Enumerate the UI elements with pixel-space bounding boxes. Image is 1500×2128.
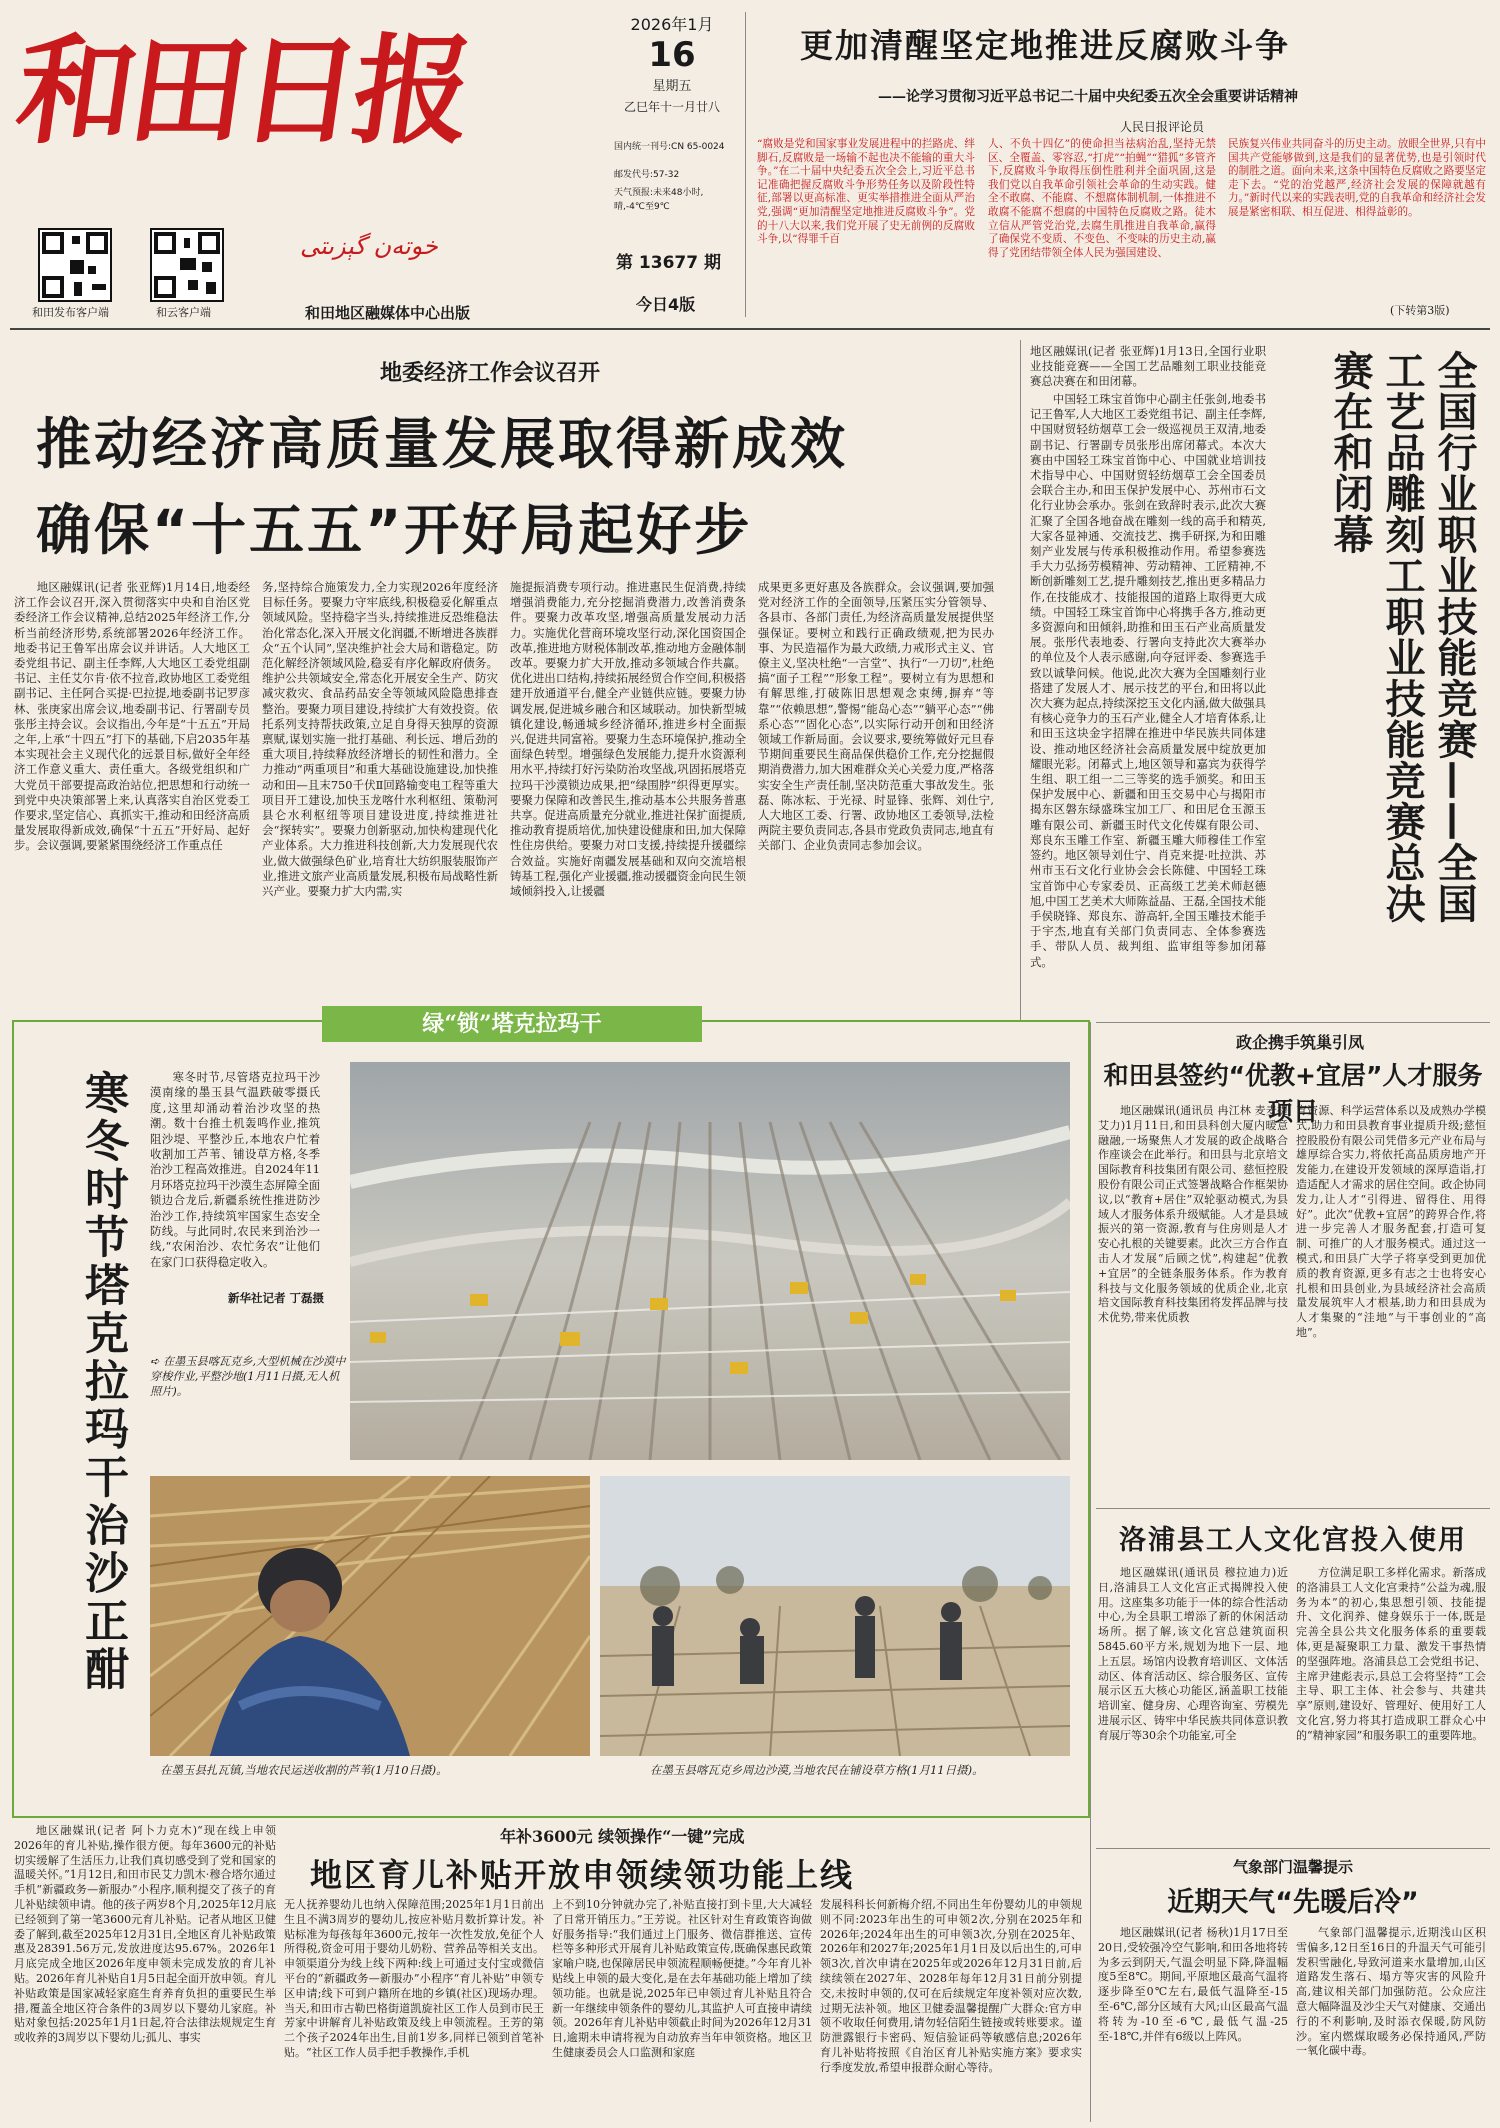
childcare-kicker: 年补3600元 续领操作“一键”完成 (500, 1827, 745, 1846)
issue-lunar: 乙巳年十一月廿八 (623, 100, 720, 114)
qr-code-left (38, 228, 112, 302)
cppcc-col1: 地区融媒讯(通讯员 冉江林 麦麦提艾力)1月11日,和田县科创大厦内暖意融融,一场聚焦人才发展的政企战略合作座谈会在此举行。和田县与北京培文国际教育科技集团有限公司、慈恒控股股份有限公司正式签署战略合作框架协议,以“教育+居住”双轮驱动模式,为县域人才服务体系升级赋能。人才是县域振兴的第一资源,教育与住房则是人才安心扎根的关键要素。此次三方合作直击人才发展“后顾之忧”,构建起“优教+宜居”的全链条服务体系。作为教育科技与文化服务领域的优质企业,北京培文国际教育科技集团将发挥品牌与技术优势,带来优质教 (1098, 1104, 1288, 1325)
photo-grass-squares (600, 1476, 1070, 1756)
publisher-line: 和田地区融媒体中心出版 (305, 304, 471, 322)
photo-reeds-worker (150, 1476, 590, 1756)
right-story-headline: 全国行业职业技能竞赛——全国工艺品雕刻工职业技能竞赛总决赛在和闭幕 (1327, 350, 1477, 924)
top-article-col3: 民族复兴伟业共同奋斗的历史主动。放眼全世界,只有中国共产党能够做到,这是我们的显著优势,也是引领时代的制胜之道。面向未来,这条中国特色反腐败之路要坚定走下去。“党的治党越严,经济社会发展的保障就越有力。”新时代以来的实践表明,党的自我革命和经济社会发展是紧密相联、相互促进、相得益彰的。 (1228, 138, 1486, 218)
issue-day: 16 (648, 35, 696, 75)
top-article-col2: 人、不负十四亿”的使命担当祛病治乱,坚持无禁区、全覆盖、零容忍,“打虎”“拍蝇”“猎狐”多管齐下,反腐败斗争取得压倒性胜利并全面巩固,这是我们党以自我革命引领社会革命的生动实践。健全不敢腐、不能腐、不想腐体制机制,一体推进不敢腐不能腐不想腐的中国特色反腐败之路。徒木立信从严管党治党,去腐生肌推进自我革命,赢得了确保党不变质、不变色、不变味的历史主动,赢得了党团结带领全体人民为强国建设、 (988, 138, 1216, 259)
cppcc-kicker: 政企携手筑巢引凤 (1235, 1033, 1364, 1052)
luopu-col1: 地区融媒讯(通讯员 穆拉迪力)近日,洛浦县工人文化宫正式揭牌投入使用。这座集多功能于一体的综合性活动中心,为全县职工增添了新的休闲活动场所。据了解,该文化宫总建筑面积5845.60平方米,规划为地下一层、地上五层。场馆内设教育培训区、文体活动区、体育活动区、综合服务区、宣传展示区五大核心功能区,涵盖职工技能培训室、健身房、心理咨询室、劳模先进展示区、铸牢中华民族共同体意识教育展厅等30余个功能室,可全 (1098, 1566, 1288, 1742)
lead-col2: 务,坚持综合施策发力,全力实现2026年度经济目标任务。要聚力守牢底线,积极稳妥化解重点领域风险。坚持稳字当头,持续推进反恐维稳法治化常态化,深入开展文化润疆,不断增进各族群众“五个认同”,坚决维护社会大局和谐稳定。防范化解经济领域风险,稳妥有序化解政府债务。维护公共领域安全,常态化开展安全生产、防灾减灾救灾、食品药品安全等领域风险隐患排查整治。要聚力项目建设,持续扩大有效投资。依托系列支持帮扶政策,立足自身得天独厚的资源禀赋,谋划实施一批打基础、利长远、增后劲的重大项目,持续释放经济增长的韧性和潜力。全力推动“两重项目”和重大基础设施建设,加快推动和田—且末750千伏Ⅱ回路输变电工程等重大项目开工建设,加快玉龙喀什水利枢纽、策勒河县仑水利枢纽等项目建设进度,持续推进社会“探转实”。要聚力创新驱动,加快构建现代化产业体系。大力推进科技创新,大力发展现代农业,做大做强绿色矿业,培育壮大纺织服装服饰产业,推进文旅产业高质量发展,积极布局战略性新兴产业。要聚力扩大内需,实 (262, 580, 498, 899)
photo-desert-aerial (350, 1062, 1070, 1460)
photo-feature-banner: 绿“锁”塔克拉玛干 (322, 1006, 702, 1042)
childcare-col2: 无人抚养婴幼儿也纳入保障范围;2025年1月1日前出生且不满3周岁的婴幼儿,按应补贴月数折算计发。补贴标准为每孩每年3600元,按年一次性发放,免征个人所得税,资金可用于婴幼儿奶粉、营养品等相关支出。申领渠道分为线上线下两种:线上可通过支付宝或微信平台的“新疆政务—新服办”小程序“育儿补贴”申领专区申请;线下可到户籍所在地的乡镇(社区)现场办理。当天,和田市古勒巴格街道凯旋社区工作人员到市民王芳家中讲解育儿补贴政策及线上申领流程。王芳的第二个孩子2024年出生,目前1岁多,同样已领到首笔补贴。“社区工作人员手把手教操作,手机 (284, 1898, 544, 2059)
photo-caption-right: 在墨玉县喀瓦克乡周边沙漠,当地农民在铺设草方格(1月11日摄)。 (650, 1763, 984, 1777)
issue-number: 第 13677 期 (616, 253, 721, 273)
issue-weekday: 星期五 (652, 79, 692, 94)
childcare-col4: 发展科科长何新梅介绍,不同出生年份婴幼儿的申领规则不同:2023年出生的可申领2次,分别在2025年和2026年;2024年出生的可申领3次,分别在2025年、2026年和2027年;2025年1月1日及以后出生的,可申领3次,首次申请在2025年或2026年12月31日前,后续续领在2027年、2028年每年12月31日前分别提交,未按时申领的,仅可在后续规定年度补领对应次数,过期无法补领。地区卫健委温馨提醒广大群众:官方申领不收取任何费用,请勿轻信陌生链接或转账要求。谨防泄露银行卡密码、短信验证码等敏感信息;2026年育儿补贴将按照《自治区育儿补贴实施方案》要求实行季度发放,希望申报群众耐心等待。 (820, 1898, 1082, 2074)
luopu-headline: 洛浦县工人文化宫投入使用 (1119, 1525, 1467, 1556)
cppcc-col2: 育资源、科学运营体系以及成熟办学模式,助力和田县教育事业提质升级;慈恒控股股份有限公司凭借多元产业布局与雄厚综合实力,将依托高品质房地产开发能力,在建设开发领域的深厚造诣,打造适配人才需求的居住空间。政企协同发力,让人才“引得进、留得住、用得好”。此次“优教+宜居”的跨界合作,将进一步完善人才服务配套,打造可复制、可推广的人才服务模式。通过这一模式,和田县广大学子将享受到更加优质的教育资源,更多有志之士也将安心扎根和田县创业,为县域经济社会高质量发展筑牢人才根基,助力和田县成为人才集聚的“洼地”与干事创业的“高地”。 (1296, 1104, 1486, 1339)
childcare-col3: 上不到10分钟就办完了,补贴直接打到卡里,大大减轻了日常开销压力。”王芳说。社区针对生育政策咨询做好服务指导:“我们通过上门服务、微信群推送、宣传栏等多种形式开展育儿补贴政策宣传,既确保惠民政策家喻户晓,也保障居民申领流程顺畅便捷。”今年育儿补贴线上申领的最大变化,是在去年基础功能上增加了续领功能。也就是说,2025年已申领过育儿补贴且符合新一年继续申领条件的婴幼儿,其监护人可直接申请续领。2026年育儿补贴申领截止时间为2026年12月31日,逾期未申请将视为自动放弃当年申领资格。地区卫生健康委员会人口监测和家庭 (552, 1898, 812, 2059)
top-article-byline: 人民日报评论员 (1120, 120, 1205, 134)
childcare-headline: 地区育儿补贴开放申领续领功能上线 (310, 1856, 855, 1894)
photo-feature-caption-main: ➪ 在墨玉县喀瓦克乡,大型机械在沙漠中穿梭作业,平整沙地(1月11日摄,无人机照片)。 (150, 1355, 346, 1398)
top-article-title: 更加清醒坚定地推进反腐败斗争 (800, 26, 1290, 65)
qr-code-right (150, 228, 224, 302)
lead-col1: 地区融媒讯(记者 张亚辉)1月14日,地委经济工作会议召开,深入贯彻落实中央和自治区党委经济工作会议精神,总结2025年经济工作,分析当前经济形势,系统部署2026年经济工作。地委书记王鲁军出席会议并讲话。人大地区工委党组书记、副主任李辉,人大地区工委党组副书记、主任艾尔肯·依不拉音,政协地区工委党组副书记、主任阿合买提·巴拉提,地委副书记罗彦林、张庚家出席会议,地委副书记、行署副专员张彤主持会议。会议指出,今年是“十五五”开局之年,上承“十四五”打下的基础,下启2035年基本实现社会主义现代化的远景目标,做好全年经济工作意义重大、责任重大。各级党组织和广大党员干部要提高政治站位,把思想和行动统一到党中央决策部署上来,认真落实自治区党委工作要求,坚定信心、真抓实干,推动和田经济高质量发展取得新成效,确保“十五五”开好局、起好步。会议强调,要紧紧围绕经济工作重点任 (14, 580, 250, 853)
qr-label-left: 和田发布客户端 (32, 306, 109, 319)
photo-feature-vertical-title: 寒冬时节塔克拉玛干治沙正酣 (77, 1070, 128, 1694)
lead-col4: 成果更多更好惠及各族群众。会议强调,要加强党对经济工作的全面领导,压紧压实分管领导、各县市、各部门责任,为经济高质量发展提供坚强保证。要树立和践行正确政绩观,把为民办事、为民造福作为最大政绩,力戒形式主义、官僚主义,坚决杜绝“一言堂”、执行“一刀切”,杜绝搞“面子工程”“形象工程”。要树立有为思想和有解思维,打破陈旧思想观念束缚,摒弃“等靠”“依赖思想”,警惕“能岛心态”“躺平心态”“佛系心态”“固化心态”,以实际行动开创和田经济领域工作新局面。会议要求,要统筹做好元旦春节期间重要民生商品保供稳价工作,充分挖掘假期消费潜力,加大困难群众关心关爱力度,严格落实安全生产责任制,坚决防范重大事故发生。张磊、陈冰耘、于光禄、时显锋、张辉、刘仕宁,人大地区工委、行署、政协地区工委领导,法检两院主要负责同志,各县市党政负责同志,地直有关部门、企业负责同志参加会议。 (758, 580, 994, 853)
weather-col2: 气象部门温馨提示,近期浅山区积雪偏多,12日至16日的升温天气可能引发积雪融化,导致河道来水量增加,山区道路发生落石、塌方等灾害的风险升高,建议相关部门加强防范。公众应注意大幅降温及沙尘天气对健康、交通出行的不利影响,及时添衣保暖,防风防沙。室内燃煤取暖务必保持通风,严防一氧化碳中毒。 (1296, 1926, 1486, 2058)
issue-info (616, 12, 728, 115)
lead-headline-1: 推动经济高质量发展取得新成效 (36, 412, 849, 476)
masthead-title: 和田日报 (8, 21, 476, 160)
issue-weather: 天气预报:未来48小时,晴,-4℃至9℃ (614, 188, 704, 212)
cppcc-headline: 和田县签约“优教+宜居”人才服务项目 (1103, 1061, 1483, 1126)
photo-feature-text: 寒冬时节,尽管塔克拉玛干沙漠南缘的墨玉县气温跌破零摄氏度,这里却涌动着治沙攻坚的热潮。数十台推土机轰鸣作业,推筑阻沙堤、平整沙丘,本地农户忙着收割加工芦苇、铺设草方格,冬季治沙工程高效推进。自2024年11月环塔克拉玛干沙漠生态屏障全面锁边合龙后,新疆系统性推进防沙治沙工作,持续筑牢国家生态安全防线。与此同时,农民来到治沙一线,“农闲治沙、农忙务农”让他们在家门口获得稳定收入。 (150, 1071, 320, 1269)
lead-col3: 施提振消费专项行动。推进惠民生促消费,持续增强消费能力,充分挖掘消费潜力,改善消费条件。要聚力改革攻坚,增强高质量发展动力活力。实施优化营商环境攻坚行动,深化国资国企改革,推进地方财税体制改革,推动地方金融体制改革。要聚力扩大开放,推动多领域合作共赢。优化进出口结构,持续拓展经贸合作空间,积极搭建开放通道平台,健全产业链供应链。要聚力协调发展,促进城乡融合和区域联动。加快新型城镇化建设,畅通城乡经济循环,推进乡村全面振兴,促进共同富裕。要聚力生态环境保护,推动全面绿色转型。增强绿色发展能力,提升水资源利用水平,持续打好污染防治攻坚战,巩固拓展塔克拉玛干沙漠锁边成果,把“绿围脖”织得更厚实。要聚力保障和改善民生,推动基本公共服务普惠共享。促进高质量充分就业,推进社保扩面提质,推动教育提质培优,加快建设健康和田,加大保障性住房供给。要聚力对口支援,持续提升援疆综合效益。实施好南疆发展基础和双向交流培根铸基工程,强化产业援疆,推动援疆资金向民生领域倾斜投入,让援疆 (510, 580, 746, 899)
weather-kicker: 气象部门温馨提示 (1232, 1858, 1353, 1876)
issue-pages: 今日4版 (636, 295, 696, 314)
lead-headline-2: 确保“十五五”开好局起好步 (36, 498, 753, 562)
luopu-col2: 方位满足职工多样化需求。新落成的洛浦县工人文化宫秉持“公益为魂,服务为本”的初心,集思想引领、技能提升、文化润养、健身娱乐于一体,既是完善全县公共文化服务体系的重要载体,更是凝聚职工力量、激发干事热情的坚强阵地。洛浦县总工会党组书记、主席尹建彪表示,县总工会将坚持“工会主导、职工主体、社会参与、共建共享”原则,建设好、管理好、使用好工人文化宫,努力将其打造成职工群众心中的“精神家园”和服务职工的重要阵地。 (1296, 1566, 1486, 1742)
caption-main-text: 在墨玉县喀瓦克乡,大型机械在沙漠中穿梭作业,平整沙地(1月11日摄,无人机照片)。 (150, 1355, 346, 1398)
masthead-uyghur: خوتەن گېزىتى (300, 232, 438, 260)
top-article-continued: (下转第3版) (1390, 304, 1450, 317)
top-article-col1: “腐败是党和国家事业发展进程中的拦路虎、绊脚石,反腐败是一场输不起也决不能输的重大斗争。”在二十届中央纪委五次全会上,习近平总书记准确把握反腐败斗争形势任务以及阶段性特征,部署以更高标准、更实举措推进全面从严治党,强调“更加清醒坚定地推进反腐败斗争”。党的十八大以来,我们党开展了史无前例的反腐败斗争,以“得罪千百 (757, 138, 975, 246)
issue-cn: 国内统一刊号:CN 65-0024 (614, 142, 725, 152)
issue-postal: 邮发代号:57-32 (614, 170, 680, 180)
issue-month: 2026年1月 (630, 15, 714, 34)
right-story-body: 中国轻工珠宝首饰中心副主任张剑,地委书记王鲁军,人大地区工委党组书记、副主任李辉,中国财贸轻纺烟草工会一级巡视员王双清,地委副书记、行署副专员张彤出席闭幕式。本次大赛由中国轻工珠宝首饰中心、中国就业培训技术指导中心、中国财贸轻纺烟草工会全国委员会联合主办,和田玉保护发展中心、苏州市石文化行业协会承办。张剑在致辞时表示,此次大赛汇聚了全国各地奋战在雕刻一线的高手和精英,大家各显神通、交流技艺、携手研探,为和田雕刻产业发展与传承积极推动作用。希望参赛选手大力弘扬劳模精神、劳动精神、工匠精神,不断创新雕刻工艺,提升雕刻技艺,推出更多精品力作,在技能成才、技能报国的道路上取得更大成绩。中国轻工珠宝首饰中心将携手各方,推动更多资源向和田倾斜,助推和田玉石产业高质量发展。张彤代表地委、行署向支持此次大赛举办的单位及个人表示感谢,向夺冠评委、参赛选手致以诚挚问候。他说,此次大赛为全国雕刻行业搭建了发展人才、展示技艺的平台,和田将以此次大赛为起点,持续深挖玉文化内涵,做大做强具有核心竞争力的玉石产业,健全人才培育体系,让和田玉这块金字招牌在推进中华民族共同体建设、推动地区经济社会高质量发展中绽放更加耀眼光彩。闭幕式上,地区领导和嘉宾为获得学生组、职工组一二三等奖的选手颁奖。和田玉保护发展中心、新疆和田玉交易中心与揭阳市揭东区磐东绿盛珠宝加工厂、和田尼仓玉源玉雕有限公司、新疆玉时代文化传媒有限公司、郑良东玉雕工作室、新疆玉雕大师穆佳工作室签约。地区领导刘仕宁、肖克来提·吐拉洪、苏州市玉石文化行业协会会长陈健、中国轻工珠宝首饰中心专家委员、正高级工艺美术师赵德旭,中国工艺美术大师陈益晶、王磊,全国技术能手侯晓锋、郑良东、游高轩,全国玉雕技术能手于宇杰,地直有关部门负责同志、全体参赛选手、带队人员、裁判组、监审组等参加闭幕式。 (1030, 392, 1266, 969)
qr-label-right: 和云客户端 (156, 306, 211, 319)
issue-meta (614, 140, 732, 214)
weather-headline: 近期天气“先暖后冷” (1167, 1887, 1419, 1918)
weather-col1: 地区融媒讯(记者 杨秋)1月17日至20日,受较强冷空气影响,和田各地将转为多云到阴天,气温会明显下降,降温幅度5至8℃。期间,平原地区最高气温将逐步降至0℃左右,最低气温降至-15至-6℃,部分区域有大风;山区最高气温将转为-10至-6℃,最低气温-25至-18℃,并伴有6级以上阵风。 (1098, 1926, 1288, 2043)
right-story-byline: 地区融媒讯(记者 张亚辉)1月13日,全国行业职业技能竞赛——全国工艺品雕刻工职业技能竞赛总决赛在和田闭幕。 (1030, 344, 1266, 389)
childcare-col1: 地区融媒讯(记者 阿卜力克木)“现在线上申领2026年的育儿补贴,操作很方便。每年3600元的补贴切实缓解了生活压力,让我们真切感受到了党和国家的温暖关怀。”1月12日,和田市民艾力凯木·穆合塔尔通过手机“新疆政务—新服办”小程序,顺利提交了孩子的育儿补贴续领申请。他的孩子两岁8个月,2025年12月底已经领到了第一笔3600元育儿补贴。记者从地区卫健委了解到,截至2025年12月31日,全地区育儿补贴政策惠及28391.56万元,发放进度达95.67%。2026年1月底完成全地区2026年度申领未完成发放的育儿补贴。2026年育儿补贴自1月5日起全面开放申领。育儿补贴政策是国家减轻家庭生育养育负担的重要民生举措,覆盖全地区符合条件的3周岁以下婴幼儿家庭。补贴对象包括:2025年1月1日起,符合法律法规规定生育或收养的3周岁以下婴幼儿;孤儿、事实 (14, 1824, 276, 2045)
lead-kicker: 地委经济工作会议召开 (380, 360, 601, 386)
photo-caption-left: 在墨玉县扎瓦镇,当地农民运送收割的芦苇(1月10日摄)。 (160, 1763, 448, 1777)
top-article-subtitle: ——论学习贯彻习近平总书记二十届中央纪委五次全会重要讲话精神 (878, 89, 1298, 105)
photo-feature-credit: 新华社记者 丁磊摄 (228, 1291, 325, 1305)
